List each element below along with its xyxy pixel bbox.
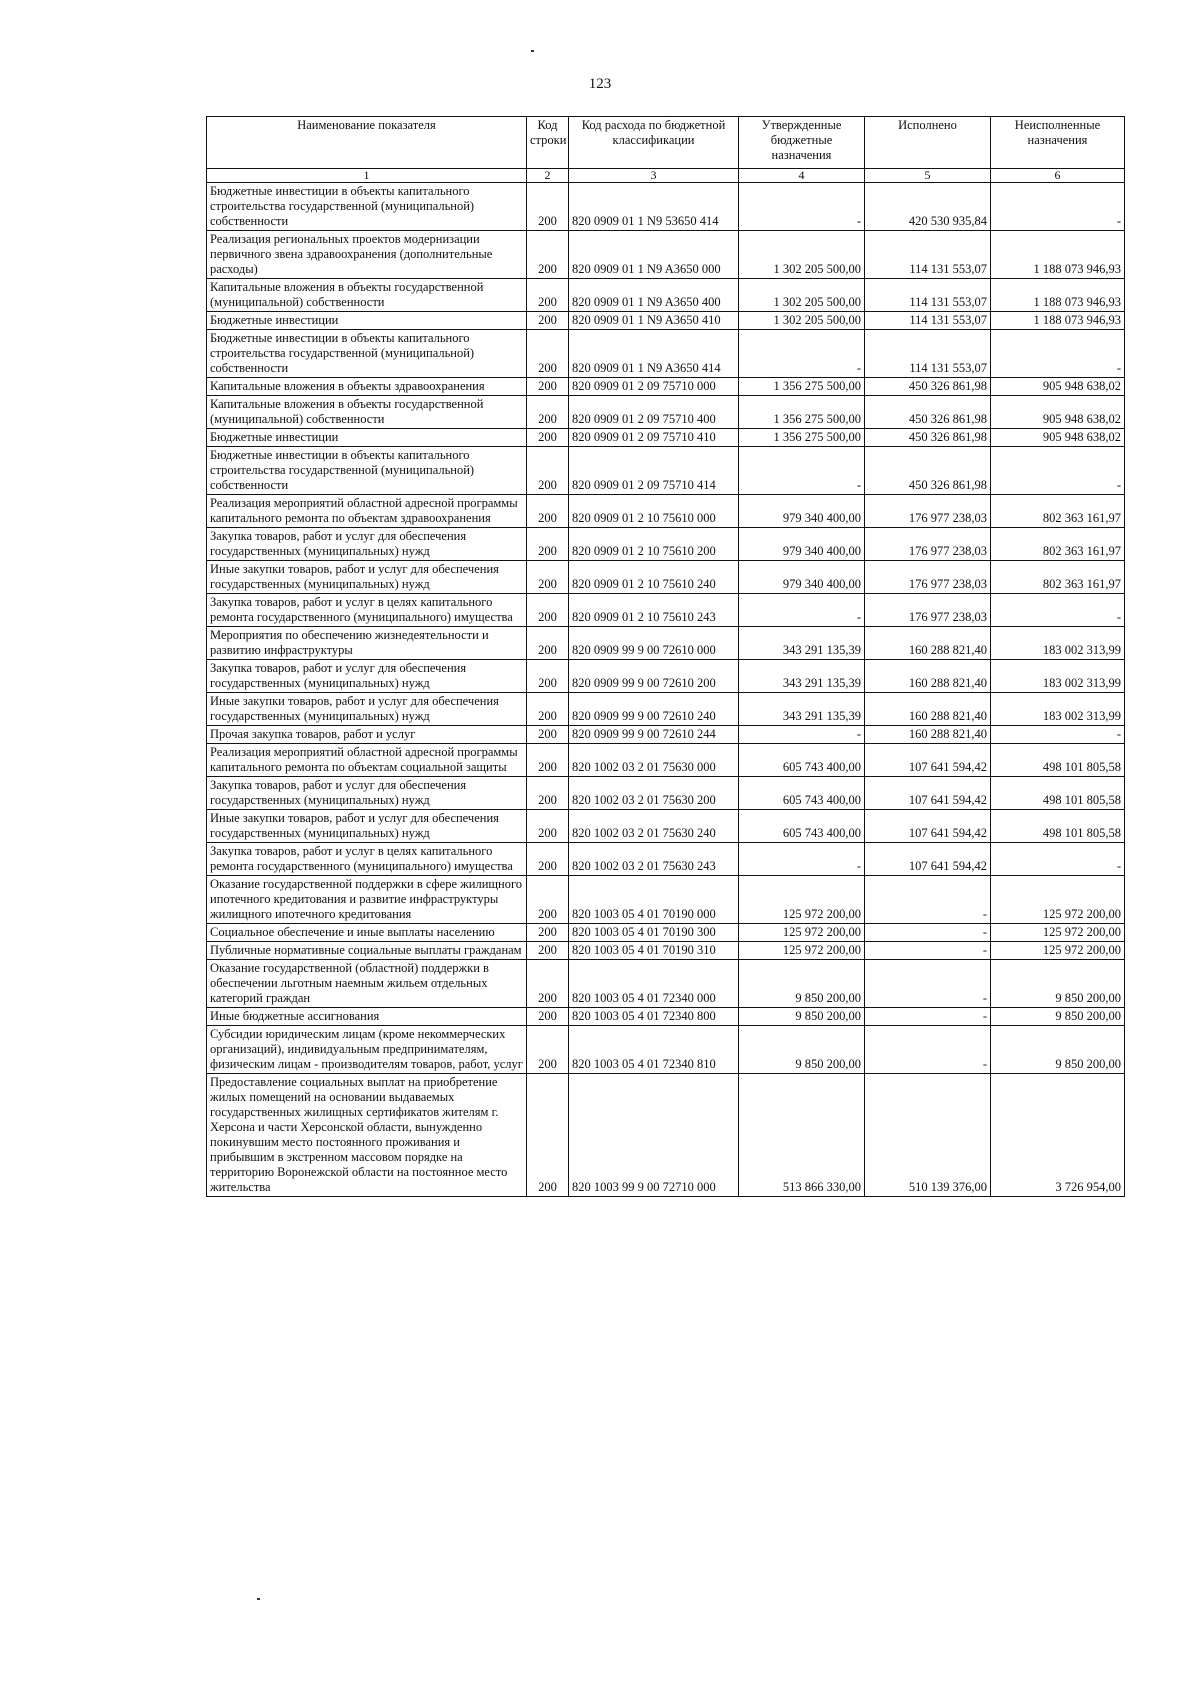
column-number: 6: [991, 169, 1125, 183]
remaining-amount: 802 363 161,97: [991, 495, 1125, 528]
row-code: 200: [527, 396, 569, 429]
table-row: [207, 843, 1125, 876]
executed-amount: 420 530 935,84: [865, 183, 991, 231]
row-code: 200: [527, 312, 569, 330]
remaining-amount: 3 726 954,00: [991, 1074, 1125, 1197]
table-row: [207, 777, 1125, 810]
budget-execution-table: [206, 116, 1125, 1197]
approved-amount: 9 850 200,00: [739, 960, 865, 1008]
remaining-amount: 9 850 200,00: [991, 1026, 1125, 1074]
table-row: [207, 627, 1125, 660]
table-row: [207, 231, 1125, 279]
table-row: [207, 396, 1125, 429]
indicator-name: Закупка товаров, работ и услуг для обеспечения государственных (муниципальных) нужд: [207, 777, 527, 810]
executed-amount: 450 326 861,98: [865, 429, 991, 447]
indicator-name: Закупка товаров, работ и услуг для обеспечения государственных (муниципальных) нужд: [207, 528, 527, 561]
remaining-amount: 9 850 200,00: [991, 960, 1125, 1008]
table-row: [207, 744, 1125, 777]
header-executed: Исполнено: [865, 117, 991, 169]
budget-classification-code: 820 0909 01 2 10 75610 240: [569, 561, 739, 594]
executed-amount: 450 326 861,98: [865, 396, 991, 429]
indicator-name: Предоставление социальных выплат на приобретение жилых помещений на основании выдаваемых государственных жилищных сертификатов жителям г. Херсона и части Херсонской области, вынужденно покинувшим место постоянного проживания и прибывшим в экстренном массовом порядке на территорию Воронежской области на постоянное место жительства: [207, 1074, 527, 1197]
column-number: 1: [207, 169, 527, 183]
indicator-name: Реализация мероприятий областной адресной программы капитального ремонта по объектам здравоохранения: [207, 495, 527, 528]
indicator-name: Капитальные вложения в объекты государственной (муниципальной) собственности: [207, 279, 527, 312]
table-row: [207, 429, 1125, 447]
executed-amount: -: [865, 876, 991, 924]
remaining-amount: 905 948 638,02: [991, 396, 1125, 429]
row-code: 200: [527, 231, 569, 279]
row-code: 200: [527, 843, 569, 876]
table-row: [207, 1026, 1125, 1074]
table-row: [207, 594, 1125, 627]
header-name: Наименование показателя: [207, 117, 527, 169]
header-approved: Утвержденные бюджетные назначения: [739, 117, 865, 169]
remaining-amount: 125 972 200,00: [991, 924, 1125, 942]
budget-classification-code: 820 1003 99 9 00 72710 000: [569, 1074, 739, 1197]
remaining-amount: 1 188 073 946,93: [991, 231, 1125, 279]
approved-amount: 343 291 135,39: [739, 660, 865, 693]
indicator-name: Бюджетные инвестиции в объекты капитального строительства государственной (муниципальной) собственности: [207, 183, 527, 231]
table-row: [207, 876, 1125, 924]
indicator-name: Бюджетные инвестиции в объекты капитального строительства государственной (муниципальной) собственности: [207, 447, 527, 495]
budget-classification-code: 820 1002 03 2 01 75630 000: [569, 744, 739, 777]
row-code: 200: [527, 744, 569, 777]
budget-classification-code: 820 1003 05 4 01 72340 000: [569, 960, 739, 1008]
column-number: 4: [739, 169, 865, 183]
budget-classification-code: 820 1003 05 4 01 72340 810: [569, 1026, 739, 1074]
remaining-amount: 498 101 805,58: [991, 744, 1125, 777]
budget-classification-code: 820 0909 01 2 10 75610 200: [569, 528, 739, 561]
executed-amount: 176 977 238,03: [865, 561, 991, 594]
executed-amount: 107 641 594,42: [865, 744, 991, 777]
indicator-name: Публичные нормативные социальные выплаты гражданам: [207, 942, 527, 960]
executed-amount: 160 288 821,40: [865, 627, 991, 660]
budget-classification-code: 820 1002 03 2 01 75630 200: [569, 777, 739, 810]
budget-classification-code: 820 0909 01 1 N9 A3650 410: [569, 312, 739, 330]
executed-amount: -: [865, 924, 991, 942]
approved-amount: 1 302 205 500,00: [739, 279, 865, 312]
executed-amount: 114 131 553,07: [865, 330, 991, 378]
remaining-amount: 905 948 638,02: [991, 378, 1125, 396]
row-code: 200: [527, 726, 569, 744]
table-row: [207, 447, 1125, 495]
table-row: [207, 528, 1125, 561]
approved-amount: -: [739, 183, 865, 231]
indicator-name: Бюджетные инвестиции: [207, 429, 527, 447]
table-row: [207, 279, 1125, 312]
row-code: 200: [527, 942, 569, 960]
row-code: 200: [527, 330, 569, 378]
remaining-amount: 802 363 161,97: [991, 528, 1125, 561]
table-body: [207, 183, 1125, 1197]
budget-classification-code: 820 0909 01 2 09 75710 000: [569, 378, 739, 396]
row-code: 200: [527, 528, 569, 561]
approved-amount: 9 850 200,00: [739, 1008, 865, 1026]
remaining-amount: 9 850 200,00: [991, 1008, 1125, 1026]
budget-classification-code: 820 0909 01 1 N9 53650 414: [569, 183, 739, 231]
approved-amount: 125 972 200,00: [739, 942, 865, 960]
executed-amount: 107 641 594,42: [865, 843, 991, 876]
executed-amount: 510 139 376,00: [865, 1074, 991, 1197]
approved-amount: 605 743 400,00: [739, 777, 865, 810]
budget-classification-code: 820 0909 01 2 10 75610 000: [569, 495, 739, 528]
approved-amount: 513 866 330,00: [739, 1074, 865, 1197]
indicator-name: Закупка товаров, работ и услуг для обеспечения государственных (муниципальных) нужд: [207, 660, 527, 693]
approved-amount: 125 972 200,00: [739, 876, 865, 924]
approved-amount: 343 291 135,39: [739, 627, 865, 660]
approved-amount: -: [739, 726, 865, 744]
budget-classification-code: 820 1003 05 4 01 72340 800: [569, 1008, 739, 1026]
scan-speck: [531, 50, 534, 52]
row-code: 200: [527, 594, 569, 627]
indicator-name: Закупка товаров, работ и услуг в целях капитального ремонта государственного (муниципального) имущества: [207, 594, 527, 627]
row-code: 200: [527, 378, 569, 396]
budget-classification-code: 820 1002 03 2 01 75630 240: [569, 810, 739, 843]
indicator-name: Иные бюджетные ассигнования: [207, 1008, 527, 1026]
column-number: 5: [865, 169, 991, 183]
indicator-name: Оказание государственной поддержки в сфере жилищного ипотечного кредитования и развитие инфраструктуры жилищного ипотечного кредитования: [207, 876, 527, 924]
remaining-amount: 498 101 805,58: [991, 810, 1125, 843]
approved-amount: 605 743 400,00: [739, 810, 865, 843]
remaining-amount: 905 948 638,02: [991, 429, 1125, 447]
approved-amount: 1 302 205 500,00: [739, 312, 865, 330]
header-classification: Код расхода по бюджетной классификации: [569, 117, 739, 169]
row-code: 200: [527, 1026, 569, 1074]
approved-amount: 605 743 400,00: [739, 744, 865, 777]
remaining-amount: 183 002 313,99: [991, 627, 1125, 660]
approved-amount: 1 356 275 500,00: [739, 396, 865, 429]
approved-amount: -: [739, 843, 865, 876]
row-code: 200: [527, 1008, 569, 1026]
table-row: [207, 810, 1125, 843]
executed-amount: 114 131 553,07: [865, 312, 991, 330]
executed-amount: -: [865, 942, 991, 960]
approved-amount: -: [739, 594, 865, 627]
budget-classification-code: 820 1003 05 4 01 70190 000: [569, 876, 739, 924]
approved-amount: 979 340 400,00: [739, 561, 865, 594]
approved-amount: 343 291 135,39: [739, 693, 865, 726]
executed-amount: 114 131 553,07: [865, 279, 991, 312]
executed-amount: 160 288 821,40: [865, 660, 991, 693]
remaining-amount: -: [991, 843, 1125, 876]
indicator-name: Реализация мероприятий областной адресной программы капитального ремонта по объектам социальной защиты: [207, 744, 527, 777]
executed-amount: -: [865, 1026, 991, 1074]
table-row: [207, 495, 1125, 528]
budget-classification-code: 820 0909 01 2 10 75610 243: [569, 594, 739, 627]
row-code: 200: [527, 810, 569, 843]
remaining-amount: 802 363 161,97: [991, 561, 1125, 594]
executed-amount: -: [865, 1008, 991, 1026]
approved-amount: 979 340 400,00: [739, 528, 865, 561]
indicator-name: Социальное обеспечение и иные выплаты населению: [207, 924, 527, 942]
table-row: [207, 693, 1125, 726]
table-row: [207, 942, 1125, 960]
executed-amount: 176 977 238,03: [865, 594, 991, 627]
table-row: [207, 1074, 1125, 1197]
budget-classification-code: 820 0909 99 9 00 72610 244: [569, 726, 739, 744]
indicator-name: Реализация региональных проектов модернизации первичного звена здравоохранения (дополнительные расходы): [207, 231, 527, 279]
column-number: 3: [569, 169, 739, 183]
remaining-amount: 125 972 200,00: [991, 942, 1125, 960]
row-code: 200: [527, 495, 569, 528]
executed-amount: 450 326 861,98: [865, 447, 991, 495]
executed-amount: 450 326 861,98: [865, 378, 991, 396]
remaining-amount: 498 101 805,58: [991, 777, 1125, 810]
row-code: 200: [527, 561, 569, 594]
indicator-name: Капитальные вложения в объекты государственной (муниципальной) собственности: [207, 396, 527, 429]
budget-classification-code: 820 0909 99 9 00 72610 240: [569, 693, 739, 726]
row-code: 200: [527, 279, 569, 312]
executed-amount: 176 977 238,03: [865, 528, 991, 561]
row-code: 200: [527, 183, 569, 231]
table-row: [207, 378, 1125, 396]
remaining-amount: -: [991, 330, 1125, 378]
approved-amount: 1 356 275 500,00: [739, 378, 865, 396]
budget-classification-code: 820 0909 01 1 N9 A3650 414: [569, 330, 739, 378]
table-row: [207, 561, 1125, 594]
table-row: [207, 660, 1125, 693]
row-code: 200: [527, 660, 569, 693]
budget-classification-code: 820 0909 01 1 N9 A3650 000: [569, 231, 739, 279]
row-code: 200: [527, 777, 569, 810]
executed-amount: 160 288 821,40: [865, 693, 991, 726]
indicator-name: Субсидии юридическим лицам (кроме некоммерческих организаций), индивидуальным предпринимателям, физическим лицам - производителям товаров, работ, услуг: [207, 1026, 527, 1074]
row-code: 200: [527, 429, 569, 447]
remaining-amount: 183 002 313,99: [991, 660, 1125, 693]
row-code: 200: [527, 924, 569, 942]
budget-classification-code: 820 1003 05 4 01 70190 310: [569, 942, 739, 960]
indicator-name: Иные закупки товаров, работ и услуг для обеспечения государственных (муниципальных) нужд: [207, 561, 527, 594]
approved-amount: 979 340 400,00: [739, 495, 865, 528]
executed-amount: 176 977 238,03: [865, 495, 991, 528]
table-row: [207, 183, 1125, 231]
budget-classification-code: 820 0909 01 2 09 75710 414: [569, 447, 739, 495]
remaining-amount: -: [991, 447, 1125, 495]
remaining-amount: 125 972 200,00: [991, 876, 1125, 924]
table-row: [207, 726, 1125, 744]
indicator-name: Капитальные вложения в объекты здравоохранения: [207, 378, 527, 396]
table-row: [207, 1008, 1125, 1026]
indicator-name: Бюджетные инвестиции: [207, 312, 527, 330]
budget-classification-code: 820 0909 01 2 09 75710 410: [569, 429, 739, 447]
scan-speck: [257, 1598, 260, 1600]
executed-amount: 107 641 594,42: [865, 810, 991, 843]
table-row: [207, 924, 1125, 942]
budget-classification-code: 820 1002 03 2 01 75630 243: [569, 843, 739, 876]
header-remaining: Неисполненные назначения: [991, 117, 1125, 169]
row-code: 200: [527, 447, 569, 495]
table-row: [207, 960, 1125, 1008]
budget-classification-code: 820 0909 99 9 00 72610 200: [569, 660, 739, 693]
executed-amount: 107 641 594,42: [865, 777, 991, 810]
executed-amount: 114 131 553,07: [865, 231, 991, 279]
approved-amount: -: [739, 447, 865, 495]
indicator-name: Иные закупки товаров, работ и услуг для обеспечения государственных (муниципальных) нужд: [207, 810, 527, 843]
approved-amount: 1 302 205 500,00: [739, 231, 865, 279]
indicator-name: Закупка товаров, работ и услуг в целях капитального ремонта государственного (муниципального) имущества: [207, 843, 527, 876]
row-code: 200: [527, 960, 569, 1008]
row-code: 200: [527, 1074, 569, 1197]
row-code: 200: [527, 627, 569, 660]
remaining-amount: -: [991, 594, 1125, 627]
row-code: 200: [527, 876, 569, 924]
budget-classification-code: 820 0909 99 9 00 72610 000: [569, 627, 739, 660]
header-code: Код строки: [527, 117, 569, 169]
remaining-amount: -: [991, 183, 1125, 231]
remaining-amount: 1 188 073 946,93: [991, 312, 1125, 330]
approved-amount: 125 972 200,00: [739, 924, 865, 942]
page-number: 123: [588, 76, 612, 92]
indicator-name: Мероприятия по обеспечению жизнедеятельности и развитию инфраструктуры: [207, 627, 527, 660]
table-row: [207, 312, 1125, 330]
column-number: 2: [527, 169, 569, 183]
budget-classification-code: 820 0909 01 2 09 75710 400: [569, 396, 739, 429]
remaining-amount: 1 188 073 946,93: [991, 279, 1125, 312]
indicator-name: Бюджетные инвестиции в объекты капитального строительства государственной (муниципальной) собственности: [207, 330, 527, 378]
remaining-amount: 183 002 313,99: [991, 693, 1125, 726]
remaining-amount: -: [991, 726, 1125, 744]
approved-amount: 1 356 275 500,00: [739, 429, 865, 447]
executed-amount: -: [865, 960, 991, 1008]
executed-amount: 160 288 821,40: [865, 726, 991, 744]
row-code: 200: [527, 693, 569, 726]
indicator-name: Иные закупки товаров, работ и услуг для обеспечения государственных (муниципальных) нужд: [207, 693, 527, 726]
approved-amount: -: [739, 330, 865, 378]
indicator-name: Оказание государственной (областной) поддержки в обеспечении льготным наемным жильем отдельных категорий граждан: [207, 960, 527, 1008]
budget-classification-code: 820 1003 05 4 01 70190 300: [569, 924, 739, 942]
approved-amount: 9 850 200,00: [739, 1026, 865, 1074]
budget-classification-code: 820 0909 01 1 N9 A3650 400: [569, 279, 739, 312]
table-row: [207, 330, 1125, 378]
indicator-name: Прочая закупка товаров, работ и услуг: [207, 726, 527, 744]
